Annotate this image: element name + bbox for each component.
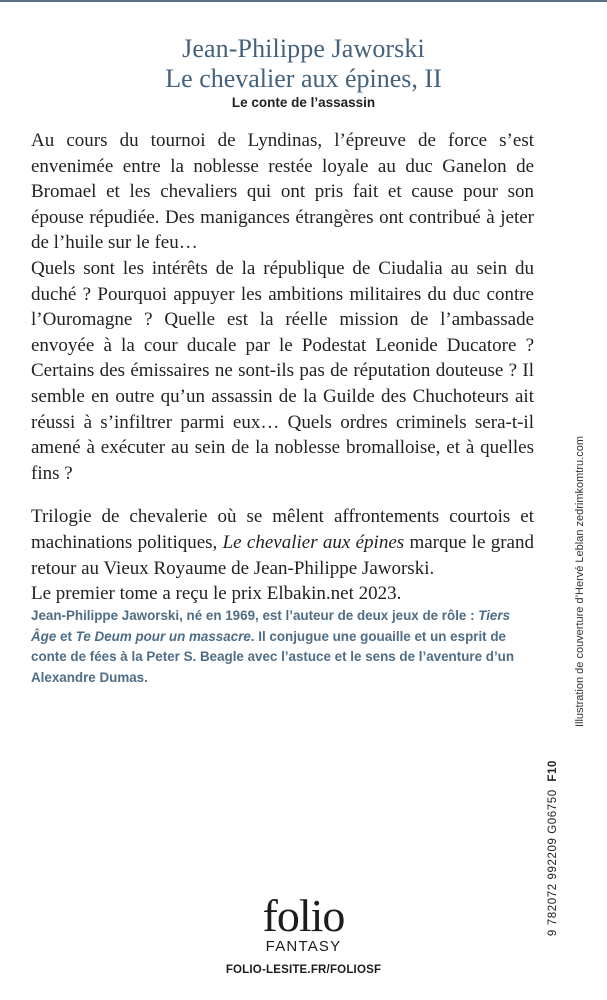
bio-game-2: Te Deum pour un massacre [75,628,251,644]
folio-fantasy-logo [0,890,607,955]
logo-folio-text: folio [262,890,345,941]
blurb-paragraph-3-end: marque le grand retour au Vieux Royaume de Jean-Philippe Jaworski. [31,531,534,579]
logo-fantasy-text: FANTASY [265,938,342,955]
author-bio [31,606,534,688]
blurb-paragraph-1: Au cours du tournoi de Lyndinas, l’épreuve de force s’est envenimée entre la noblesse restée loyale au duc Ganelon de Bromael et les chevaliers qui ont pris fait et cause pour son épouse répudiée. Des manigances étrangères ont contribué à jeter de l’huile sur le feu… [31,130,534,254]
blurb-paragraph-4: Le premier tome a reçu le prix Elbakin.net 2023. [31,583,402,605]
paragraph-gap [31,486,534,504]
book-title: Le chevalier aux épines, II [165,64,442,93]
publisher-website: FOLIO-LESITE.FR/FOLIOSF [225,964,382,976]
blurb-paragraph-3-start: Trilogie de chevalerie où se mêlent affrontements courtois et machinations politiques, [31,506,534,553]
blurb-paragraph-3 [31,504,534,581]
bio-game-1: Tiers Âge [31,608,511,644]
bio-text-start: Jean-Philippe Jaworski, né en 1969, est l’auteur de deux jeux de rôle : [31,608,479,623]
author-name: Jean-Philippe Jaworski [182,34,425,63]
bio-text-end: . Il conjugue une gouaille et un esprit de conte de fées à la Peter S. Beagle avec l’astuce et le sens de l’aventure d’un Alexandre Dumas. [31,628,515,685]
isbn-line [547,760,559,990]
top-border [0,0,607,5]
blurb-paragraph-2: Quels sont les intérêts de la république de Ciudalia au sein du duché ? Pourquoi appuyer les ambitions militaires du duc contre l’Ouromagne ? Quelle est la réelle mission de l’ambassade envoyée à la cour ducale par le Podestat Leonide Ducatore ? Certains des émissaires ne sont-ils pas de réputation douteuse ? Il semble en outre qu’un assassin de la Guilde des Chuchoteurs ait réussi à s’infiltrer parmi eux… Quels ordres criminels sera-t-il amené à exécuter au sein de la noblesse bromalloise, et à quelles fins ? [31,257,534,484]
book-subtitle: Le conte de l’assassin [231,95,376,110]
blurb [31,128,534,607]
price-code: F10 [547,760,559,782]
series-title: Le chevalier aux épines [222,531,405,553]
isbn-number: 9 782072 992209 G06750 [547,789,559,937]
bio-text-mid: et [56,628,76,644]
book-header [0,34,607,110]
cover-illustration-credit: Illustration de couverture d’Hervé Leblan zedrimkomtru.com [574,436,586,728]
